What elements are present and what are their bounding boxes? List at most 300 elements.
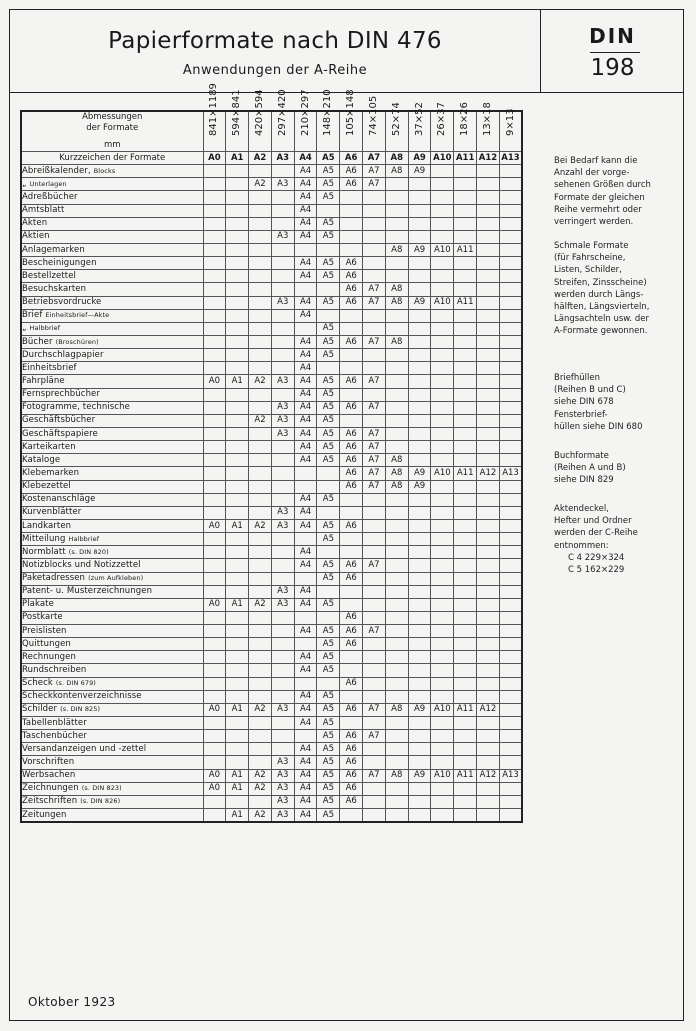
format-cell bbox=[454, 611, 477, 624]
format-cell bbox=[385, 782, 408, 795]
table-row bbox=[21, 493, 522, 506]
format-cell bbox=[477, 191, 500, 204]
format-cell bbox=[317, 546, 340, 559]
format-cell bbox=[408, 559, 431, 572]
application-name-cell bbox=[21, 664, 203, 677]
format-cell bbox=[271, 454, 294, 467]
table-row bbox=[21, 809, 522, 823]
format-cell bbox=[226, 559, 249, 572]
format-cell bbox=[294, 322, 317, 335]
format-cell: A4 bbox=[294, 217, 317, 230]
format-cell: A5 bbox=[317, 401, 340, 414]
format-cell bbox=[340, 414, 363, 427]
format-cell bbox=[249, 638, 272, 651]
format-cell bbox=[363, 388, 386, 401]
format-cell bbox=[249, 362, 272, 375]
format-cell bbox=[408, 427, 431, 440]
format-cell bbox=[477, 427, 500, 440]
format-cell bbox=[499, 270, 522, 283]
format-cell bbox=[499, 191, 522, 204]
dimension-unit: mm bbox=[103, 140, 121, 150]
dimension-value: 210×297 bbox=[299, 89, 311, 136]
table-row bbox=[21, 414, 522, 427]
format-cell bbox=[271, 243, 294, 256]
format-cell: A4 bbox=[294, 191, 317, 204]
note-line: (Reihen A und B) bbox=[554, 463, 626, 474]
application-name: Betriebsvordrucke bbox=[22, 297, 102, 308]
format-cell bbox=[477, 414, 500, 427]
format-cell bbox=[408, 257, 431, 270]
format-cell: A0 bbox=[203, 703, 226, 716]
application-note: (s. DIN 820) bbox=[68, 547, 109, 556]
format-cell: A1 bbox=[226, 809, 249, 823]
table-row bbox=[21, 230, 522, 243]
format-cell: A8 bbox=[385, 283, 408, 296]
format-cell bbox=[226, 283, 249, 296]
format-cell bbox=[385, 756, 408, 769]
application-name: Kostenanschläge bbox=[22, 494, 96, 505]
note-line: A-Formate gewonnen. bbox=[554, 326, 648, 337]
format-cell bbox=[363, 257, 386, 270]
format-cell bbox=[226, 454, 249, 467]
format-cell: A9 bbox=[408, 296, 431, 309]
application-name: „ bbox=[22, 323, 27, 334]
format-cell bbox=[340, 533, 363, 546]
application-name-cell bbox=[21, 217, 203, 230]
format-cell bbox=[203, 795, 226, 808]
application-name: Aktien bbox=[22, 231, 50, 242]
format-cell bbox=[271, 309, 294, 322]
format-cell bbox=[203, 585, 226, 598]
format-cell bbox=[454, 717, 477, 730]
format-cell bbox=[363, 717, 386, 730]
format-cell bbox=[249, 296, 272, 309]
format-cell bbox=[363, 809, 386, 823]
table-row bbox=[21, 598, 522, 611]
table-row bbox=[21, 427, 522, 440]
format-cell bbox=[385, 717, 408, 730]
application-name-cell bbox=[21, 178, 203, 191]
format-cell bbox=[363, 217, 386, 230]
format-cell bbox=[454, 782, 477, 795]
format-cell bbox=[363, 782, 386, 795]
format-cell bbox=[408, 625, 431, 638]
format-cell: A5 bbox=[317, 572, 340, 585]
dimension-header bbox=[499, 108, 522, 152]
format-cell: A0 bbox=[203, 782, 226, 795]
note-line: Aktendeckel, bbox=[554, 504, 609, 514]
format-cell: A5 bbox=[317, 638, 340, 651]
format-cell bbox=[271, 165, 294, 178]
format-cell bbox=[271, 664, 294, 677]
application-name-cell bbox=[21, 611, 203, 624]
format-code-header: A13 bbox=[499, 152, 522, 165]
format-cell bbox=[385, 638, 408, 651]
format-cell bbox=[431, 743, 454, 756]
format-cell bbox=[385, 191, 408, 204]
application-name-cell bbox=[21, 335, 203, 348]
format-cell bbox=[408, 717, 431, 730]
format-cell bbox=[249, 795, 272, 808]
dimension-header bbox=[249, 89, 272, 152]
format-cell bbox=[499, 401, 522, 414]
format-cell: A3 bbox=[271, 506, 294, 519]
format-cell bbox=[226, 335, 249, 348]
format-cell bbox=[226, 480, 249, 493]
format-cell: A6 bbox=[340, 638, 363, 651]
table-row bbox=[21, 178, 522, 191]
format-cell bbox=[499, 572, 522, 585]
format-cell: A2 bbox=[249, 178, 272, 191]
table-row bbox=[21, 349, 522, 362]
application-name: Scheck bbox=[22, 678, 53, 689]
note-line: Längsachteln usw. der bbox=[554, 314, 649, 325]
format-cell bbox=[499, 414, 522, 427]
format-cell bbox=[431, 441, 454, 454]
format-code-header: A11 bbox=[454, 152, 477, 165]
application-name-cell bbox=[21, 270, 203, 283]
format-cell bbox=[499, 441, 522, 454]
application-note: Halbbrief bbox=[68, 534, 100, 543]
table-row bbox=[21, 651, 522, 664]
format-cell: A5 bbox=[317, 441, 340, 454]
format-cell bbox=[477, 270, 500, 283]
format-cell bbox=[340, 309, 363, 322]
format-cell bbox=[454, 756, 477, 769]
application-note: (s. DIN 823) bbox=[81, 784, 122, 793]
format-cell bbox=[454, 690, 477, 703]
application-name: Zeitungen bbox=[22, 809, 67, 820]
format-cell bbox=[203, 349, 226, 362]
page-title: Papierformate nach DIN 476 bbox=[108, 28, 442, 54]
format-cell bbox=[477, 217, 500, 230]
format-cell: A5 bbox=[317, 493, 340, 506]
format-cell bbox=[477, 375, 500, 388]
format-cell bbox=[431, 756, 454, 769]
format-cell bbox=[454, 546, 477, 559]
format-cell: A1 bbox=[226, 598, 249, 611]
format-cell bbox=[226, 230, 249, 243]
format-cell bbox=[226, 204, 249, 217]
format-cell bbox=[408, 598, 431, 611]
format-cell bbox=[226, 795, 249, 808]
format-cell bbox=[499, 322, 522, 335]
format-cell bbox=[271, 743, 294, 756]
format-cell: A13 bbox=[499, 467, 522, 480]
format-cell bbox=[249, 625, 272, 638]
application-name-cell bbox=[21, 414, 203, 427]
format-cell bbox=[385, 533, 408, 546]
format-cell bbox=[249, 664, 272, 677]
format-cell: A2 bbox=[249, 769, 272, 782]
application-name: Bestellzettel bbox=[22, 270, 77, 281]
format-cell: A5 bbox=[317, 178, 340, 191]
dimension-value: 26×37 bbox=[436, 102, 448, 136]
format-cell bbox=[408, 572, 431, 585]
format-cell bbox=[226, 362, 249, 375]
format-cell bbox=[408, 178, 431, 191]
format-cell bbox=[249, 651, 272, 664]
format-cell bbox=[408, 454, 431, 467]
format-cell bbox=[317, 283, 340, 296]
format-cell bbox=[477, 296, 500, 309]
format-cell bbox=[226, 401, 249, 414]
format-cell: A6 bbox=[340, 572, 363, 585]
format-cell bbox=[203, 467, 226, 480]
format-cell: A3 bbox=[271, 427, 294, 440]
format-cell: A6 bbox=[340, 559, 363, 572]
format-cell: A3 bbox=[271, 756, 294, 769]
format-cell: A7 bbox=[363, 165, 386, 178]
format-cell bbox=[408, 546, 431, 559]
format-cell: A3 bbox=[271, 809, 294, 823]
format-cell bbox=[385, 743, 408, 756]
format-cell bbox=[203, 322, 226, 335]
format-cell bbox=[271, 322, 294, 335]
format-cell bbox=[271, 441, 294, 454]
format-cell: A6 bbox=[340, 743, 363, 756]
format-cell bbox=[294, 467, 317, 480]
format-cell bbox=[477, 309, 500, 322]
application-name: Scheckkontenverzeichnisse bbox=[22, 691, 142, 702]
format-cell bbox=[477, 243, 500, 256]
format-cell bbox=[499, 375, 522, 388]
format-cell bbox=[363, 230, 386, 243]
format-cell bbox=[477, 480, 500, 493]
application-name: Fernsprechbücher bbox=[22, 389, 100, 400]
format-cell bbox=[431, 165, 454, 178]
format-cell bbox=[226, 651, 249, 664]
format-cell: A6 bbox=[340, 519, 363, 532]
format-cell bbox=[340, 598, 363, 611]
format-cell: A5 bbox=[317, 270, 340, 283]
format-cell: A7 bbox=[363, 769, 386, 782]
page-subtitle: Anwendungen der A-Reihe bbox=[182, 63, 368, 78]
format-cell bbox=[203, 559, 226, 572]
application-name-cell bbox=[21, 467, 203, 480]
format-cell bbox=[408, 664, 431, 677]
application-note: (s. DIN 825) bbox=[60, 705, 101, 714]
format-cell bbox=[226, 611, 249, 624]
format-cell bbox=[499, 638, 522, 651]
format-cell bbox=[385, 388, 408, 401]
format-cell bbox=[408, 506, 431, 519]
din-number: 198 bbox=[590, 55, 635, 81]
note-line: Hefter und Ordner bbox=[554, 516, 632, 527]
format-cell: A1 bbox=[226, 782, 249, 795]
format-cell bbox=[249, 427, 272, 440]
dimension-value: 52×74 bbox=[390, 102, 402, 136]
note-enlargement bbox=[554, 155, 666, 228]
format-cell bbox=[499, 388, 522, 401]
format-cell bbox=[431, 585, 454, 598]
note-line: Fensterbrief- bbox=[554, 409, 608, 420]
format-cell bbox=[454, 362, 477, 375]
format-cell bbox=[431, 335, 454, 348]
format-cell: A3 bbox=[271, 782, 294, 795]
format-cell bbox=[249, 204, 272, 217]
format-cell: A6 bbox=[340, 677, 363, 690]
format-cell bbox=[203, 480, 226, 493]
format-cell bbox=[363, 611, 386, 624]
table-row bbox=[21, 335, 522, 348]
format-cell bbox=[454, 795, 477, 808]
format-cell bbox=[363, 795, 386, 808]
table-row bbox=[21, 506, 522, 519]
format-cell bbox=[431, 427, 454, 440]
format-cell bbox=[317, 309, 340, 322]
format-cell bbox=[499, 243, 522, 256]
format-cell bbox=[271, 362, 294, 375]
application-name: Landkarten bbox=[22, 520, 72, 531]
format-cell bbox=[477, 572, 500, 585]
format-cell bbox=[249, 401, 272, 414]
format-cell bbox=[408, 677, 431, 690]
dimension-header bbox=[454, 102, 477, 152]
format-cell bbox=[363, 309, 386, 322]
format-cell: A6 bbox=[340, 296, 363, 309]
format-cell bbox=[477, 257, 500, 270]
format-cell bbox=[271, 349, 294, 362]
format-cell bbox=[385, 309, 408, 322]
application-name-cell bbox=[21, 559, 203, 572]
format-cell: A8 bbox=[385, 480, 408, 493]
format-cell: A6 bbox=[340, 782, 363, 795]
application-name-cell bbox=[21, 625, 203, 638]
format-cell bbox=[271, 388, 294, 401]
application-name-cell bbox=[21, 230, 203, 243]
format-code-header: A9 bbox=[408, 152, 431, 165]
format-cell: A3 bbox=[271, 769, 294, 782]
note-line: Bei Bedarf kann die bbox=[554, 156, 638, 166]
format-cell: A2 bbox=[249, 519, 272, 532]
application-name-cell bbox=[21, 243, 203, 256]
format-cell bbox=[499, 296, 522, 309]
format-cell bbox=[408, 743, 431, 756]
format-cell bbox=[203, 178, 226, 191]
format-code-header: A12 bbox=[477, 152, 500, 165]
format-cell bbox=[203, 677, 226, 690]
din-divider bbox=[590, 52, 640, 53]
format-cell bbox=[294, 572, 317, 585]
format-cell bbox=[226, 427, 249, 440]
application-name: Normblatt bbox=[22, 546, 66, 557]
format-cell: A6 bbox=[340, 730, 363, 743]
table-row bbox=[21, 730, 522, 743]
format-cell bbox=[499, 795, 522, 808]
format-cell bbox=[454, 349, 477, 362]
dimension-value: 841×1189 bbox=[208, 83, 220, 136]
format-cell: A4 bbox=[294, 178, 317, 191]
format-cell bbox=[249, 730, 272, 743]
format-cell bbox=[499, 178, 522, 191]
format-cell: A3 bbox=[271, 296, 294, 309]
format-cell: A5 bbox=[317, 782, 340, 795]
format-cell: A13 bbox=[499, 769, 522, 782]
note-line: Briefhüllen bbox=[554, 373, 601, 383]
format-cell bbox=[454, 480, 477, 493]
format-cell bbox=[408, 651, 431, 664]
table-row bbox=[21, 664, 522, 677]
format-cell bbox=[431, 414, 454, 427]
format-cell bbox=[454, 217, 477, 230]
format-cell: A8 bbox=[385, 165, 408, 178]
format-cell bbox=[499, 598, 522, 611]
format-cell bbox=[249, 388, 272, 401]
format-cell bbox=[431, 270, 454, 283]
format-cell: A6 bbox=[340, 165, 363, 178]
format-cell bbox=[249, 690, 272, 703]
format-cell bbox=[226, 217, 249, 230]
application-name-cell bbox=[21, 493, 203, 506]
format-cell: A9 bbox=[408, 243, 431, 256]
format-cell bbox=[294, 283, 317, 296]
table-row bbox=[21, 467, 522, 480]
format-cell bbox=[249, 717, 272, 730]
format-cell: A4 bbox=[294, 270, 317, 283]
format-cell bbox=[226, 493, 249, 506]
format-cell: A4 bbox=[294, 559, 317, 572]
application-name-cell bbox=[21, 782, 203, 795]
format-cell bbox=[385, 677, 408, 690]
format-cell bbox=[431, 217, 454, 230]
format-cell bbox=[340, 349, 363, 362]
format-cell bbox=[477, 401, 500, 414]
format-cell bbox=[408, 230, 431, 243]
format-cell bbox=[203, 388, 226, 401]
format-cell bbox=[317, 611, 340, 624]
format-cell bbox=[340, 322, 363, 335]
format-cell bbox=[203, 743, 226, 756]
format-cell: A5 bbox=[317, 257, 340, 270]
dimension-value: 420×594 bbox=[253, 89, 265, 136]
format-cell bbox=[477, 441, 500, 454]
format-cell bbox=[340, 230, 363, 243]
format-cell bbox=[385, 230, 408, 243]
format-cell bbox=[385, 322, 408, 335]
format-cell bbox=[499, 309, 522, 322]
note-line: Streifen, Zinsscheine) bbox=[554, 277, 647, 288]
format-cell: A7 bbox=[363, 467, 386, 480]
format-cell bbox=[203, 243, 226, 256]
format-cell bbox=[385, 349, 408, 362]
application-name: Besuchskarten bbox=[22, 283, 87, 294]
format-cell: A7 bbox=[363, 375, 386, 388]
format-cell bbox=[499, 506, 522, 519]
format-cell bbox=[203, 401, 226, 414]
format-cell bbox=[203, 533, 226, 546]
application-name-cell bbox=[21, 362, 203, 375]
format-cell bbox=[363, 493, 386, 506]
table-row bbox=[21, 519, 522, 532]
format-cell: A3 bbox=[271, 795, 294, 808]
format-cell bbox=[454, 230, 477, 243]
format-cell bbox=[408, 270, 431, 283]
format-cell bbox=[271, 730, 294, 743]
format-cell bbox=[454, 454, 477, 467]
format-cell bbox=[271, 257, 294, 270]
format-cell bbox=[363, 243, 386, 256]
format-cell bbox=[477, 598, 500, 611]
format-cell bbox=[477, 533, 500, 546]
format-cell bbox=[431, 401, 454, 414]
format-cell bbox=[431, 322, 454, 335]
format-cell bbox=[454, 257, 477, 270]
application-name: Abreißkalender, bbox=[22, 165, 91, 176]
format-cell bbox=[340, 809, 363, 823]
format-cell: A4 bbox=[294, 809, 317, 823]
format-cell: A5 bbox=[317, 230, 340, 243]
